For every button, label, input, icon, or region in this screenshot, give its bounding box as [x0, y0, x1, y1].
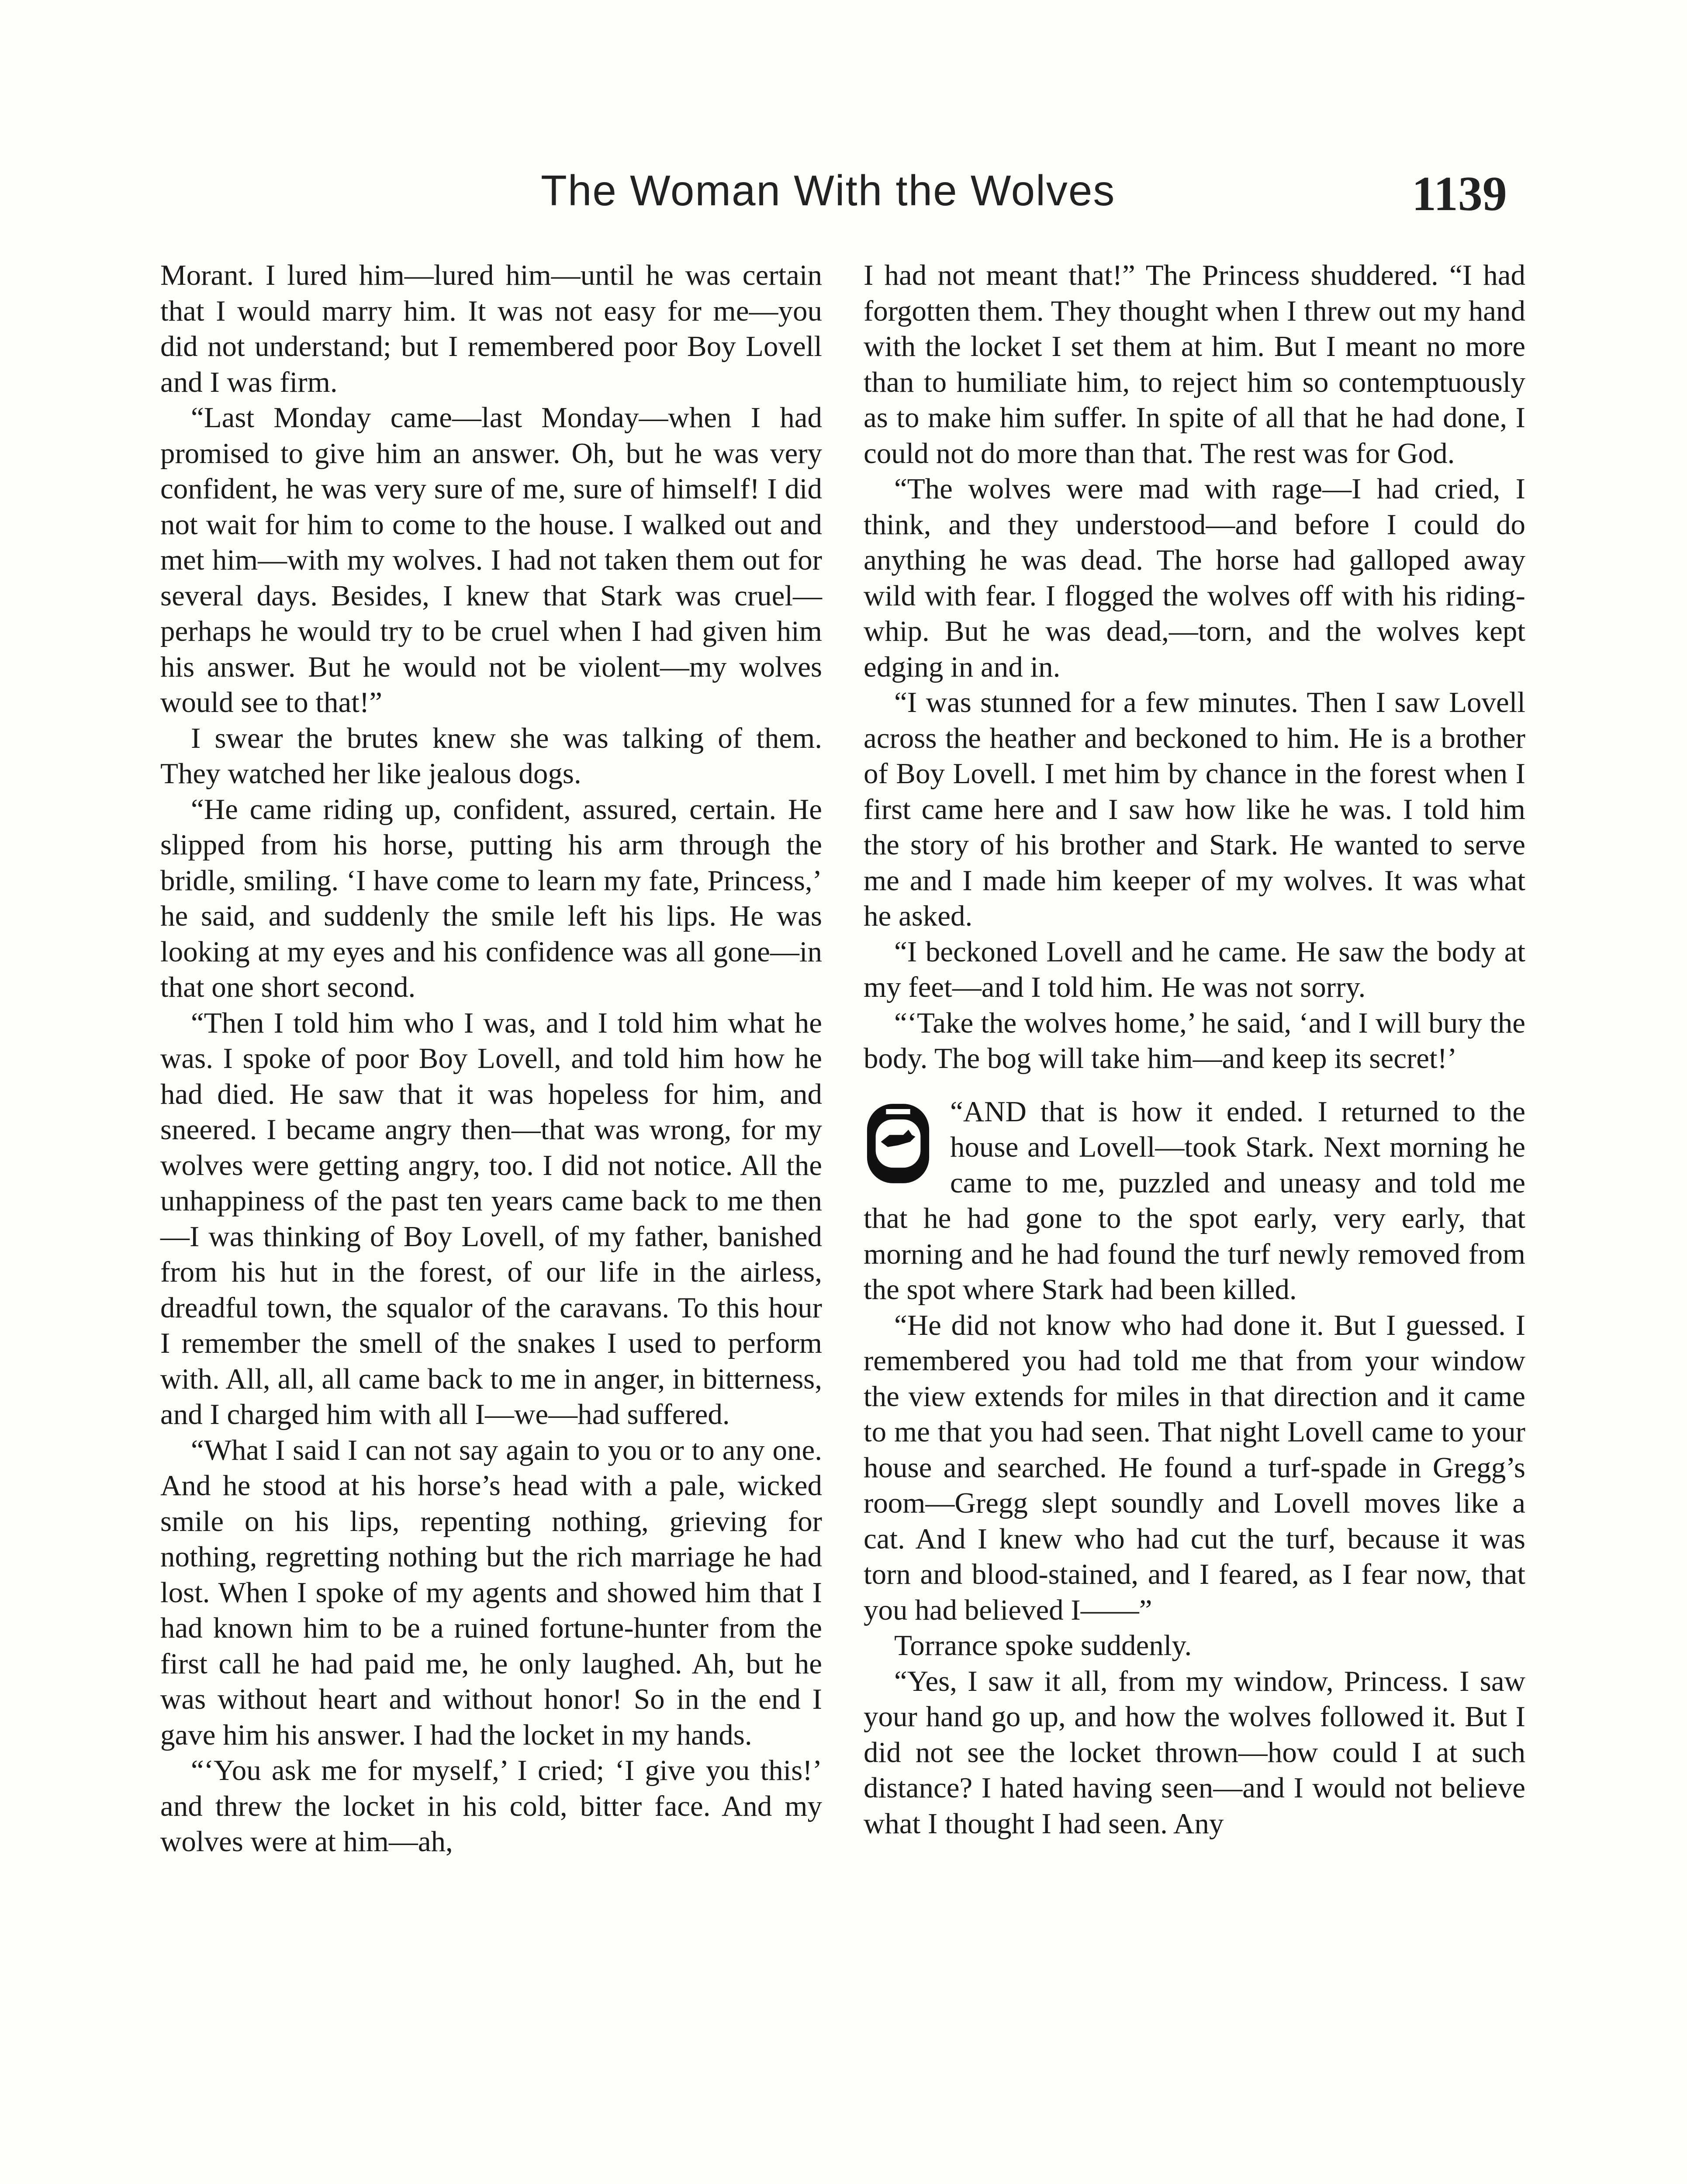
paragraph: “AND that is how it ended. I returned to the house and Lovell—took Stark. Next morning he came to me, puzzled and uneasy and told me that he had gone to the spot early, very early, that morning and he had found the turf newly removed from the spot where Stark had been killed.	[864, 1095, 1525, 1306]
paragraph: Morant. I lured him—lured him—until he was certain that I would marry him. It was not easy for me—you did not understand; but I remembered poor Boy Lovell and I was firm.	[160, 259, 822, 398]
paragraph: “I was stunned for a few minutes. Then I saw Lovell across the heather and beckoned to him. He is a brother of Boy Lovell. I met him by chance in the forest when I first came here and I saw how like he was. I told him the story of his brother and Stark. He wanted to serve me and I made him keeper of my wolves. It was what he asked.	[864, 686, 1525, 932]
paragraph: I swear the brutes knew she was talking of them. They watched her like jealous dogs.	[160, 722, 822, 790]
running-title: The Woman With the Wolves	[541, 166, 1116, 214]
paragraph: “Then I told him who I was, and I told him what he was. I spoke of poor Boy Lovell, and told him how he had died. He saw that it was hopeless for him, and sneered. I became angry then—that was wrong, for my wolves were getting angry, too. I did not notice. All the unhappiness of the past ten years came back to me then—I was thinking of Boy Lovell, of my father, banished from his hut in the forest, of our life in the airless, dreadful town, the squalor of the caravans. To this hour I remember the smell of the snakes I used to perform with. All, all, all came back to me in anger, in bitterness, and I charged him with all I—we—had suffered.	[160, 1006, 822, 1431]
wolf-ornament-icon	[864, 1102, 933, 1185]
paragraph: “Last Monday came—last Monday—when I had promised to give him an answer. Oh, but he was very confident, he was very sure of me, sure of himself! I did not wait for him to come to the house. I walked out and met him—with my wolves. I had not taken them out for several days. Besides, I knew that Stark was cruel—perhaps he would try to be cruel when I had given him his answer. But he would not be violent—my wolves would see to that!”	[160, 401, 822, 719]
paragraph: “‘You ask me for myself,’ I cried; ‘I give you this!’ and threw the locket in his cold, bitter face. And my wolves were at him—ah,	[160, 1754, 822, 1858]
paragraph: “What I said I can not say again to you or to any one. And he stood at his horse’s head with a pale, wicked smile on his lips, repenting nothing, grieving for nothing, regretting nothing but the rich marriage he had lost. When I spoke of my agents and showed him that I had known him to be a ruined fortune-hunter from the first call he had paid me, he only laughed. Ah, but he was without heart and without honor! So in the end I gave him his answer. I had the locket in my hands.	[160, 1434, 822, 1751]
paragraph: “Yes, I saw it all, from my window, Princess. I saw your hand go up, and how the wolves followed it. But I did not see the locket thrown—how could I at such distance? I hated having seen—and I would not believe what I thought I had seen. Any	[864, 1665, 1525, 1840]
running-head	[0, 151, 1687, 229]
paragraph: “He came riding up, confident, assured, certain. He slipped from his horse, putting his arm through the bridle, smiling. ‘I have come to learn my fate, Princess,’ he said, and suddenly the smile left his lips. He was looking at my eyes and his confidence was all gone—in that one short second.	[160, 793, 822, 1003]
paragraph: Torrance spoke suddenly.	[894, 1629, 1192, 1662]
paragraph: “He did not know who had done it. But I guessed. I remembered you had told me that from your window the view extends for miles in that direction and it came to me that you had seen. That night Lovell came to your house and searched. He found a turf-spade in Gregg’s room—Gregg slept soundly and Lovell moves like a cat. And I knew who had cut the turf, because it was torn and blood-stained, and I feared, as I fear now, that you had believed I——”	[864, 1309, 1525, 1626]
left-column	[160, 258, 822, 1860]
paragraph: I had not meant that!” The Princess shuddered. “I had forgotten them. They thought when I threw out my hand with the locket I set them at him. But I meant no more than to humiliate him, to reject him so contemptuously as to make him suffer. In spite of all that he had done, I could not do more than that. The rest was for God.	[864, 259, 1525, 470]
paragraph: “The wolves were mad with rage—I had cried, I think, and they understood—and before I could do anything he was dead. The horse had galloped away wild with fear. I flogged the wolves off with his riding-whip. But he was dead,—torn, and the wolves kept edging in and in.	[864, 473, 1525, 683]
right-column	[864, 258, 1525, 1842]
paragraph: “I beckoned Lovell and he came. He saw the body at my feet—and I told him. He was not sorry.	[864, 935, 1525, 1003]
section-break	[864, 1094, 1525, 1308]
page-number: 1139	[1412, 167, 1507, 221]
paragraph: “‘Take the wolves home,’ he said, ‘and I will bury the body. The bog will take him—and keep its secret!’	[864, 1006, 1525, 1075]
